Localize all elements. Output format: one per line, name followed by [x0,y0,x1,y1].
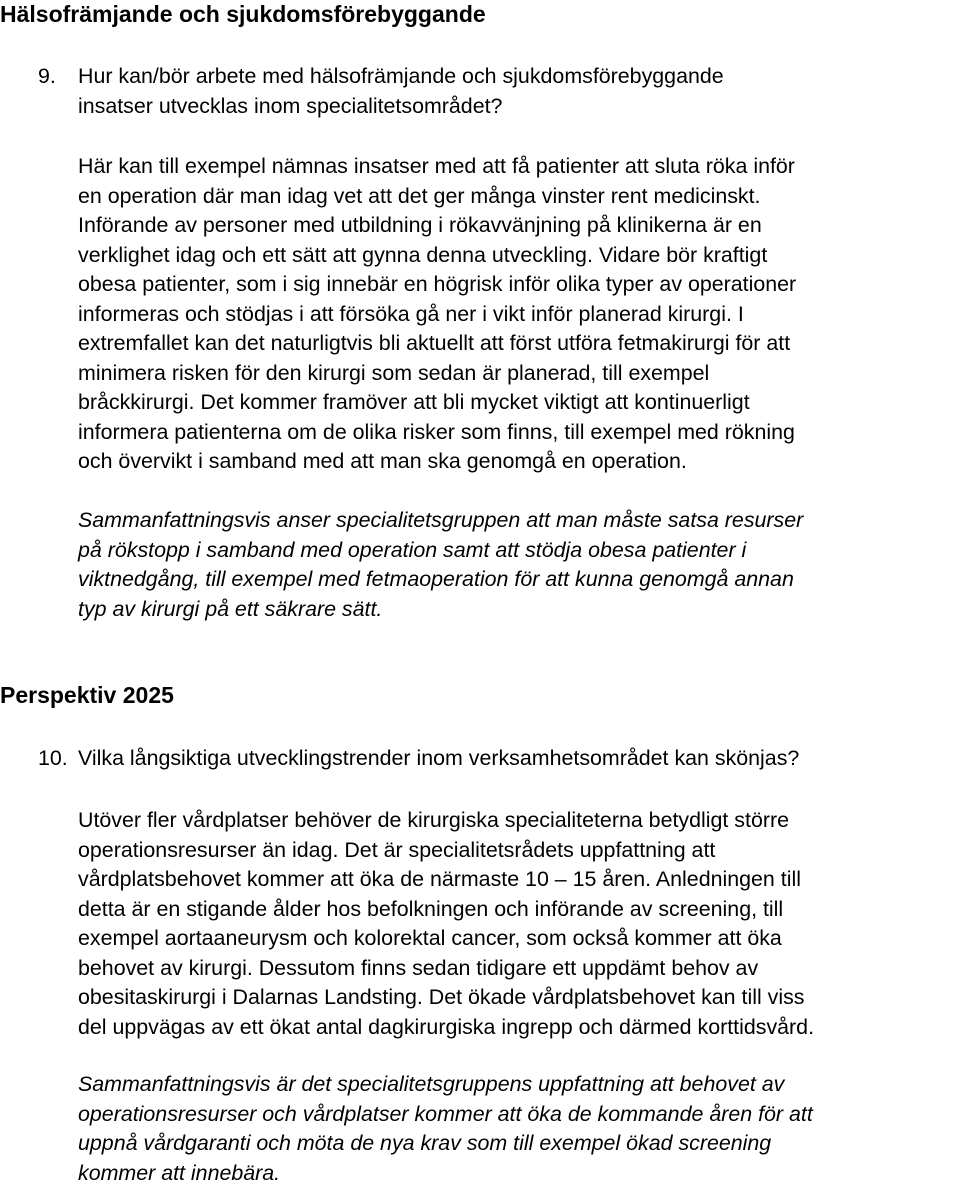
summary-paragraph [78,1070,960,1188]
text-line: informeras och stödjas i att försöka gå ner i vikt inför planerad kirurgi. I [78,300,960,330]
text-line: detta är en stigande ålder hos befolkningen och införande av screening, till [78,895,960,925]
text-line: typ av kirurgi på ett säkrare sätt. [78,595,960,625]
question-line: insatser utvecklas inom specialitetsområdet? [78,92,948,122]
text-line: exempel aortaaneurysm och kolorektal cancer, som också kommer att öka [78,924,960,954]
text-line: minimera risken för den kirurgi som sedan är planerad, till exempel [78,359,960,389]
question-10 [0,744,960,774]
section-heading-perspektiv: Perspektiv 2025 [0,681,174,709]
text-line: informera patienterna om de olika risker som finns, till exempel med rökning [78,418,960,448]
text-line: och övervikt i samband med att man ska genomgå en operation. [78,447,960,477]
text-line: en operation där man idag vet att det ger många vinster rent medicinskt. [78,182,960,212]
text-line: på rökstopp i samband med operation samt att stödja obesa patienter i [78,536,960,566]
text-line: Här kan till exempel nämnas insatser med att få patienter att sluta röka inför [78,152,960,182]
text-line: vårdplatsbehovet kommer att öka de närmaste 10 – 15 åren. Anledningen till [78,865,960,895]
text-line: behovet av kirurgi. Dessutom finns sedan tidigare ett uppdämt behov av [78,954,960,984]
text-line: verklighet idag och ett sätt att gynna denna utveckling. Vidare bör kraftigt [78,241,960,271]
question-text: Vilka långsiktiga utvecklingstrender inom verksamhetsområdet kan skönjas? [78,744,948,774]
text-line: del uppvägas av ett ökat antal dagkirurgiska ingrepp och därmed korttidsvård. [78,1013,960,1043]
text-line: Sammanfattningsvis anser specialitetsgruppen att man måste satsa resurser [78,506,960,536]
question-9 [0,62,960,122]
text-line: operationsresurser än idag. Det är specialitetsrådets uppfattning att [78,836,960,866]
body-paragraph [78,152,960,477]
text-line: extremfallet kan det naturligtvis bli aktuellt att först utföra fetmakirurgi för att [78,329,960,359]
text-line: obesitaskirurgi i Dalarnas Landsting. Det ökade vårdplatsbehovet kan till viss [78,983,960,1013]
text-line: bråckkirurgi. Det kommer framöver att bli mycket viktigt att kontinuerligt [78,388,960,418]
text-line: Sammanfattningsvis är det specialitetsgruppens uppfattning att behovet av [78,1070,960,1100]
summary-paragraph [78,506,960,624]
text-line: uppnå vårdgaranti och möta de nya krav som till exempel ökad screening [78,1129,960,1159]
text-line: obesa patienter, som i sig innebär en högrisk inför olika typer av operationer [78,270,960,300]
section-heading-halsoframjande: Hälsofrämjande och sjukdomsförebyggande [0,0,486,28]
text-line: operationsresurser och vårdplatser kommer att öka de kommande åren för att [78,1100,960,1130]
question-number: 9. [38,62,56,92]
text-line: kommer att innebära. [78,1159,960,1188]
question-text [78,62,948,121]
text-line: viktnedgång, till exempel med fetmaoperation för att kunna genomgå annan [78,565,960,595]
text-line: Utöver fler vårdplatser behöver de kirurgiska specialiteterna betydligt större [78,806,960,836]
body-paragraph [78,806,960,1042]
question-number: 10. [38,744,68,774]
question-line: Hur kan/bör arbete med hälsofrämjande och sjukdomsförebyggande [78,62,948,92]
text-line: Införande av personer med utbildning i rökavvänjning på klinikerna är en [78,211,960,241]
